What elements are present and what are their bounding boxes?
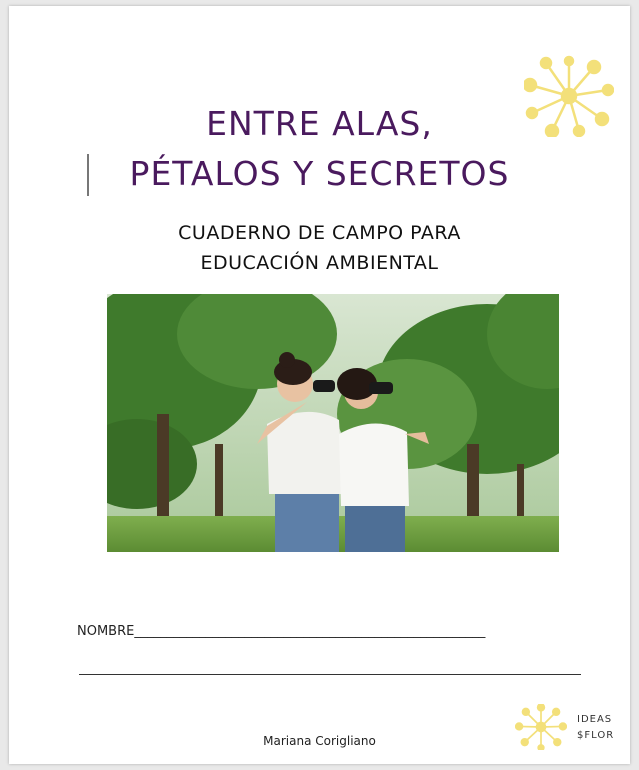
logo-flower-icon xyxy=(515,704,567,750)
title-line-1: ENTRE ALAS, xyxy=(206,104,433,143)
logo-text-line-2: $FLOR xyxy=(577,730,615,741)
author-name: Mariana Corigliano xyxy=(263,734,376,748)
ideas-flor-logo xyxy=(515,704,625,752)
name-field[interactable]: NOMBRE______________________________________________________ xyxy=(77,624,486,639)
cover-photo xyxy=(107,294,559,552)
subtitle-line-2: EDUCACIÓN AMBIENTAL xyxy=(200,252,439,274)
logo-text-line-1: IDEAS xyxy=(577,714,613,725)
cover-page xyxy=(9,6,630,764)
title-line-2: PÉTALOS Y SECRETOS xyxy=(129,154,510,193)
name-field-second-line[interactable] xyxy=(79,674,581,675)
subtitle-line-1: CUADERNO DE CAMPO PARA xyxy=(178,222,461,244)
